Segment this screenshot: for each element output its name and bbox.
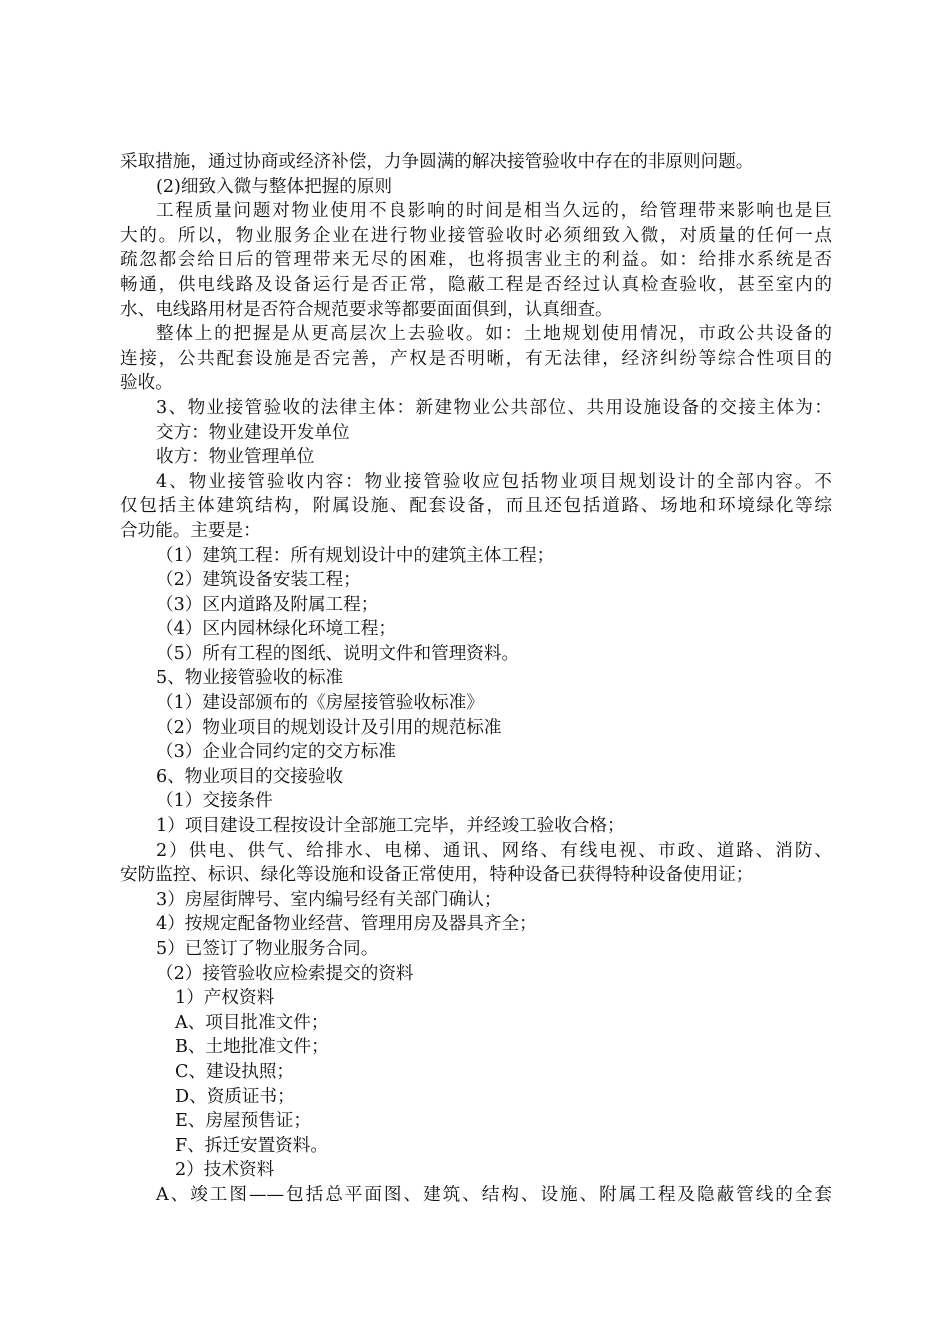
text-line: 验收。 (120, 373, 173, 394)
text-line: （5）所有工程的图纸、说明文件和管理资料。 (156, 643, 520, 664)
text-line: 合功能。主要是： (120, 520, 261, 541)
text-line: 大的。所以，物业服务企业在进行物业接管验收时必须细致入微，对质量的任何一点 (120, 225, 832, 246)
text-line: 4、物业接管验收内容：物业接管验收应包括物业项目规划设计的全部内容。不 (156, 471, 832, 492)
text-line: （1）交接条件 (156, 791, 273, 812)
text-line: 2）技术资料 (175, 1160, 275, 1181)
text-line: D、资质证书； (175, 1086, 295, 1107)
text-line: 疏忽都会给日后的管理带来无尽的困难，也将损害业主的利益。如：给排水系统是否 (120, 250, 832, 271)
text-line: （3）区内道路及附属工程； (156, 594, 379, 615)
text-line: (2)细致入微与整体把握的原则 (156, 176, 393, 197)
document-body (120, 150, 832, 1208)
text-line: A、项目批准文件； (175, 1012, 329, 1033)
text-line: 仅包括主体建筑结构，附属设施、配套设备，而且还包括道路、场地和环境绿化等综 (120, 496, 832, 517)
text-line: （1）建设部颁布的《房屋接管验收标准》 (156, 693, 484, 714)
text-line: 连接，公共配套设施是否完善，产权是否明晰，有无法律，经济纠纷等综合性项目的 (120, 348, 832, 369)
text-line: 采取措施，通过协商或经济补偿，力争圆满的解决接管验收中存在的非原则问题。 (120, 152, 754, 172)
text-line: 5）已签订了物业服务合同。 (156, 939, 379, 959)
text-line: （2）接管验收应检索提交的资料 (156, 963, 414, 984)
text-line: C、建设执照； (175, 1061, 295, 1082)
text-line: （2）物业项目的规划设计及引用的规范标准 (156, 717, 502, 738)
text-line: 2）供电、供气、给排水、电梯、通讯、网络、有线电视、市政、道路、消防、 (156, 840, 832, 861)
text-line: 交方：物业建设开发单位 (156, 422, 350, 443)
text-line: E、房屋预售证； (175, 1111, 312, 1132)
text-line: A、竣工图——包括总平面图、建筑、结构、设施、附属工程及隐蔽管线的全套 (156, 1184, 832, 1205)
text-line: 3、物业接管验收的法律主体：新建物业公共部位、共用设施设备的交接主体为： (156, 397, 832, 418)
text-line: 1）产权资料 (175, 988, 275, 1009)
text-line: （4）区内园林绿化环境工程； (156, 619, 396, 640)
text-line: 5、物业接管验收的标准 (156, 668, 344, 689)
text-line: （1）建筑工程：所有规划设计中的建筑主体工程； (156, 545, 555, 566)
text-line: 3）房屋街牌号、室内编号经有关部门确认； (156, 889, 502, 910)
text-line: 整体上的把握是从更高层次上去验收。如：土地规划使用情况，市政公共设备的 (156, 324, 832, 345)
text-line: F、拆迁安置资料。 (175, 1135, 328, 1156)
text-line: 收方：物业管理单位 (156, 447, 315, 468)
text-line: 工程质量问题对物业使用不良影响的时间是相当久远的，给管理带来影响也是巨 (156, 201, 832, 222)
text-line: （3）企业合同约定的交方标准 (156, 742, 396, 763)
text-line: 水、电线路用材是否符合规范要求等都要面面俱到，认真细查。 (120, 299, 613, 320)
text-line: 1）项目建设工程按设计全部施工完毕，并经竣工验收合格； (156, 816, 625, 837)
text-line: （2）建筑设备安装工程； (156, 570, 361, 591)
text-line: B、土地批准文件； (175, 1037, 329, 1058)
text-line: 6、物业项目的交接验收 (156, 766, 344, 787)
text-line: 安防监控、标识、绿化等设施和设备正常使用，特种设备已获得特种设备使用证； (120, 865, 754, 886)
text-line: 畅通，供电线路及设备运行是否正常，隐蔽工程是否经过认真检查验收，甚至室内的 (120, 274, 832, 295)
text-line: 4）按规定配备物业经营、管理用房及器具齐全； (156, 914, 537, 935)
